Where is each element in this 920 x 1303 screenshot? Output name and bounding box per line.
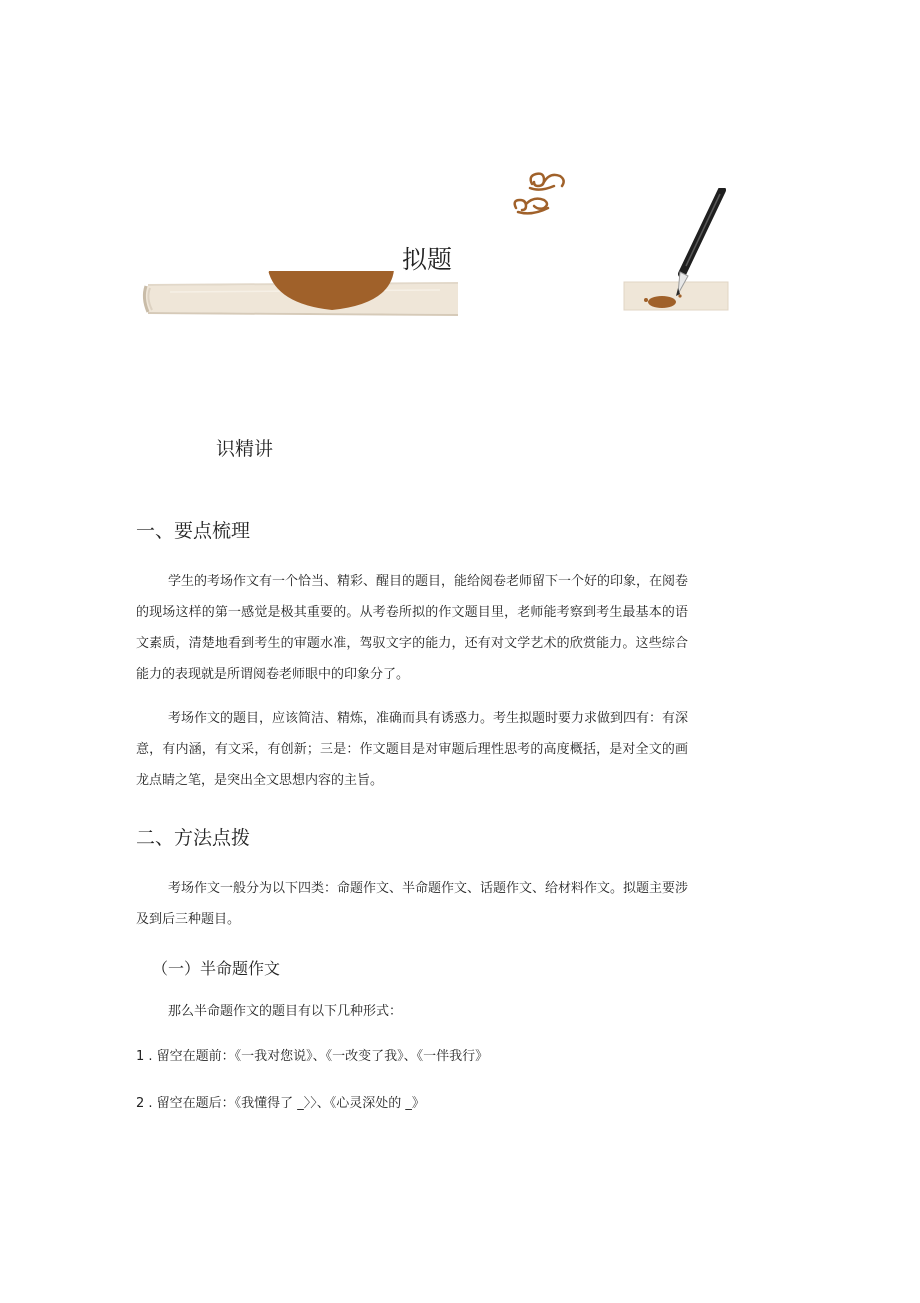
cloud-swirl-icon: [508, 168, 570, 220]
paragraph-methods-1: 考场作文一般分为以下四类：命题作文、半命题作文、话题作文、给材料作文。拟题主要涉及到后三种题目。: [136, 881, 689, 927]
page-title: 拟题: [402, 245, 453, 274]
paragraph-key-points-2: 考场作文的题目，应该简洁、精炼，准确而具有诱惑力。考生拟题时要力求做到四有：有深意，有内涵，有文采，有创新；三是：作文题目是对审题后理性思考的高度概括，是对全文的画龙点睛之笔，是突出全文思想内容的主旨。: [136, 711, 689, 788]
subsection-intro: 那么半命题作文的题目有以下几种形式：: [168, 1004, 403, 1019]
list-item: 2 . 留空在题后：《我懂得了 _〉〉、《心灵深处的 _》: [136, 1096, 425, 1111]
ink-bowl-icon: [262, 264, 398, 314]
brush-pen-icon: [622, 188, 730, 312]
list-item: 1 . 留空在题前：《一我对您说》、《一改变了我》、《一伴我行》: [136, 1049, 489, 1064]
section-label: 识精讲: [216, 438, 274, 460]
paragraph-key-points-1: 学生的考场作文有一个恰当、精彩、醒目的题目，能给阅卷老师留下一个好的印象，在阅卷的现场这样的第一感觉是极其重要的。从考卷所拟的作文题目里，老师能考察到考生最基本的语文素质，清楚地看到考生的审题水准，驾驭文字的能力，还有对文学艺术的欣赏能力。这些综合能力的表现就是所谓阅卷老师眼中的印象分了。: [136, 574, 689, 682]
section-heading-key-points: 一、要点梳理: [136, 520, 251, 542]
section-heading-methods: 二、方法点拨: [136, 827, 251, 849]
subsection-heading-half-topic: （一）半命题作文: [152, 959, 281, 978]
